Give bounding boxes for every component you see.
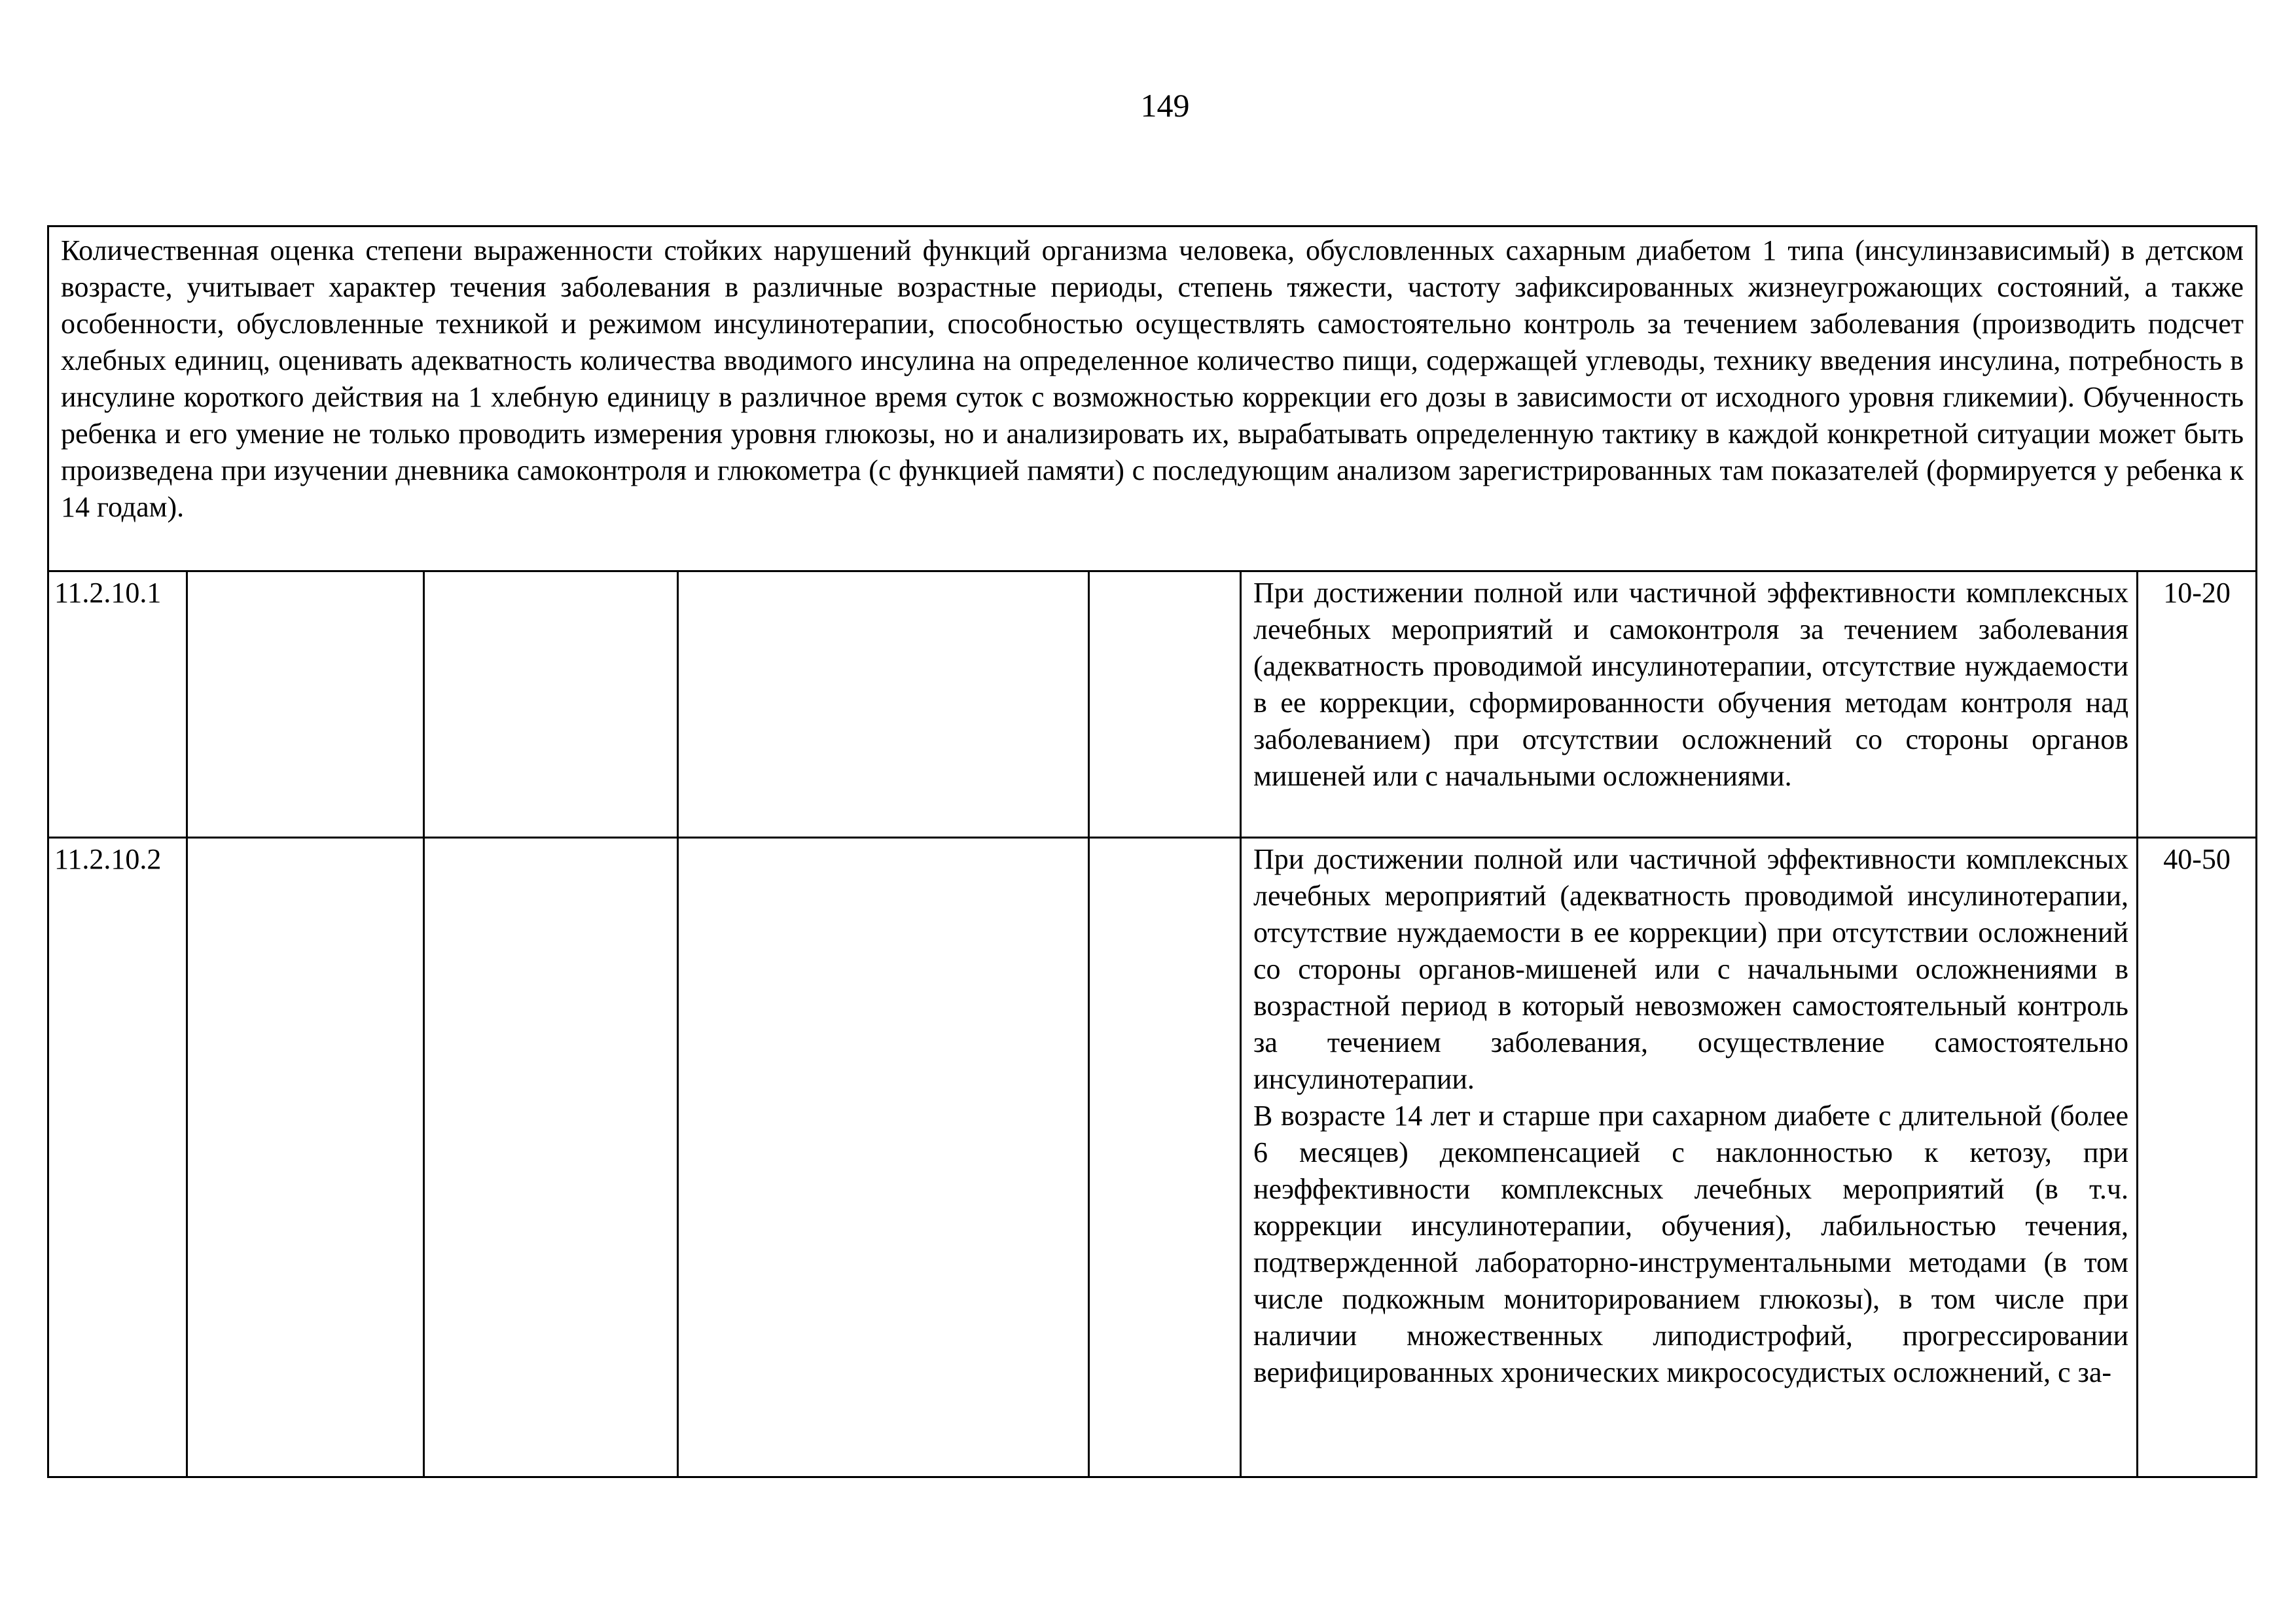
empty-cell bbox=[1089, 571, 1241, 838]
description-paragraph: При достижении полной или частичной эффективности комплексных лечебных мероприятий (адекватность проводимой инсулинотерапии, отсутствие нуждаемости в ее коррекции) при отсутствии осложнений со стороны органов-мишеней или с начальными осложнениями в возрастной период в который невозможен самостоятельный контроль за течением заболевания, осуществление самостоятельно инсулинотерапии. bbox=[1253, 843, 2128, 1095]
empty-cell bbox=[678, 571, 1089, 838]
empty-cell bbox=[678, 838, 1089, 1477]
row-description bbox=[1241, 571, 2138, 838]
empty-cell bbox=[1089, 838, 1241, 1477]
description-paragraph: В возрасте 14 лет и старше при сахарном диабете с длительной (более 6 месяцев) декомпенсацией с наклонностью к кетозу, при неэффективности комплексных лечебных мероприятий (в т.ч. коррекции инсулинотерапии, обучения), лабильностью течения, подтвержденной лабораторно-инструментальными методами (в том числе подкожным мониторированием глюкозы), в том числе при наличии множественных липодистрофий, прогрессировании верифицированных хронических микрососудистых осложнений, с за- bbox=[1253, 1100, 2128, 1388]
description-paragraph: При достижении полной или частичной эффективности комплексных лечебных мероприятий и самоконтроля за течением заболевания (адекватность проводимой инсулинотерапии, отсутствие нуждаемости в ее коррекции, сформированности обучения методам контроля над заболеванием) при отсутствии осложнений со стороны органов мишеней или с начальными осложнениями. bbox=[1253, 577, 2128, 792]
empty-cell bbox=[424, 571, 678, 838]
empty-cell bbox=[187, 571, 424, 838]
row-score: 10-20 bbox=[2138, 571, 2257, 838]
page-number: 149 bbox=[1140, 87, 1190, 124]
row-code: 11.2.10.2 bbox=[48, 838, 187, 1477]
criteria-table bbox=[47, 225, 2257, 1478]
empty-cell bbox=[424, 838, 678, 1477]
intro-row bbox=[48, 226, 2257, 571]
table-row bbox=[48, 571, 2257, 838]
empty-cell bbox=[187, 838, 424, 1477]
row-code: 11.2.10.1 bbox=[48, 571, 187, 838]
row-score: 40-50 bbox=[2138, 838, 2257, 1477]
table-row bbox=[48, 838, 2257, 1477]
intro-text: Количественная оценка степени выраженности стойких нарушений функций организма человека, обусловленных сахарным диабетом 1 типа (инсулинзависимый) в детском возрасте, учитывает характер течения заболевания в различные возрастные периоды, степень тяжести, частоту зафиксированных жизнеугрожающих состояний, а также особенности, обусловленные техникой и режимом инсулинотерапии, способностью осуществлять самостоятельно контроль за течением заболевания (производить подсчет хлебных единиц, оценивать адекватность количества вводимого инсулина на определенное количество пищи, содержащей углеводы, технику введения инсулина, потребность в инсулине короткого действия на 1 хлебную единицу в различное время суток с возможностью коррекции его дозы в зависимости от исходного уровня гликемии). Обученность ребенка и его умение не только проводить измерения уровня глюкозы, но и анализировать их, вырабатывать определенную тактику в каждой конкретной ситуации может быть произведена при изучении дневника самоконтроля и глюкометра (с функцией памяти) с последующим анализом зарегистрированных там показателей (формируется у ребенка к 14 годам). bbox=[48, 226, 2257, 571]
row-description bbox=[1241, 838, 2138, 1477]
